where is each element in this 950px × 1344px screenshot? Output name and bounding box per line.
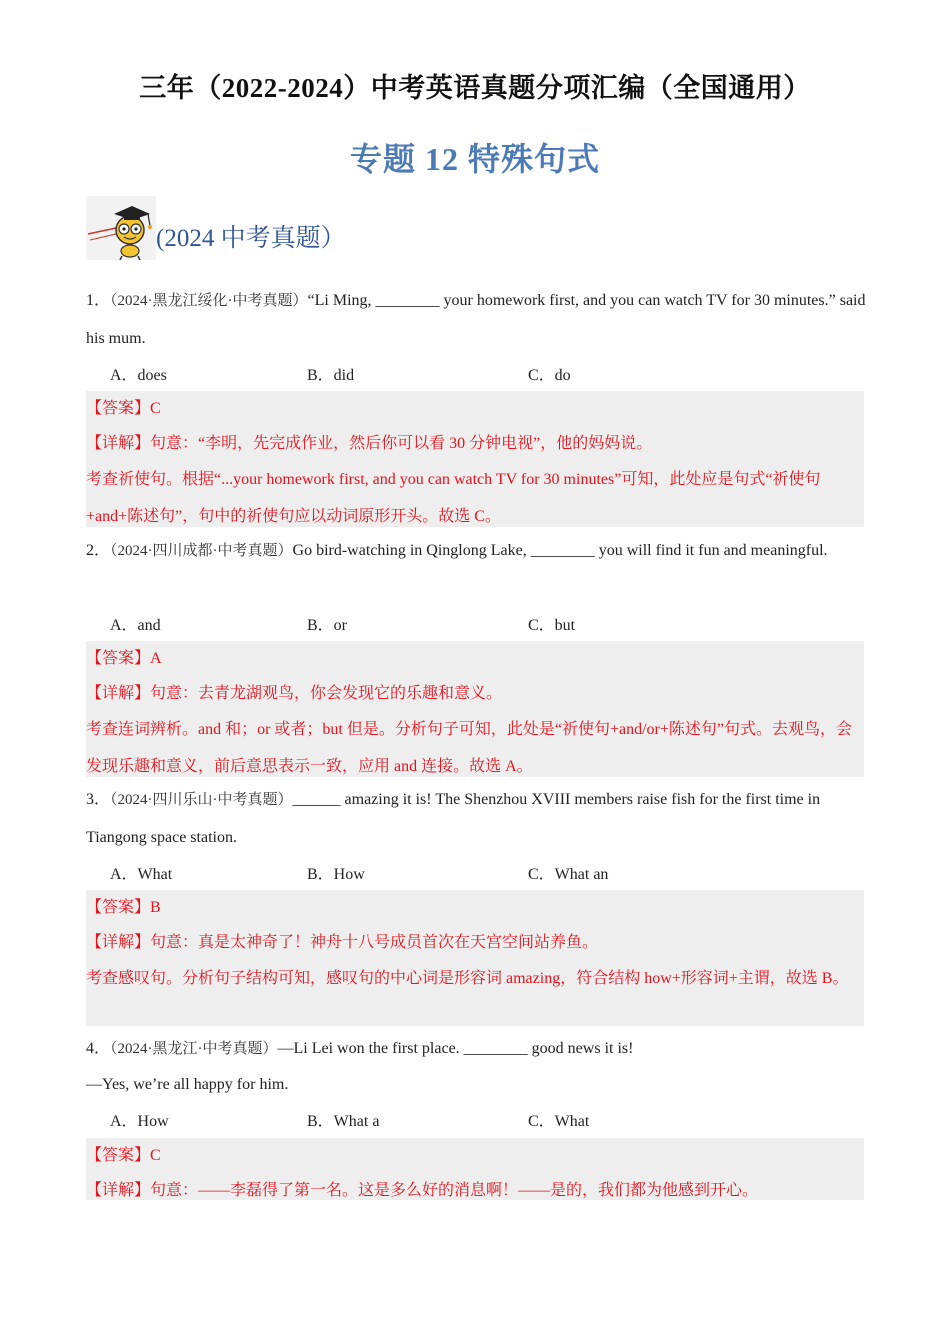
- analysis-text: 考查祈使句。根据“...your homework first, and you can watch TV for 30 minutes”可知，此处应是句式“祈使句+and+陈述句”，句中的祈使句应以动词原形开头。故选 C。: [86, 471, 821, 525]
- question-number: 3．: [86, 791, 111, 808]
- analysis-text: 考查连词辨析。and 和；or 或者；but 但是。分析句子可知，此处是“祈使句+and/or+陈述句”句式。去观鸟，会发现乐趣和意义，前后意思表示一致，应用 and 连接。故选 A。: [86, 721, 853, 775]
- question-3: [86, 781, 866, 856]
- detail-line: 【详解】句意：去青龙湖观鸟，你会发现它的乐趣和意义。: [86, 685, 503, 702]
- option-a: A．does: [110, 367, 167, 384]
- question-source: （2024·黑龙江绥化·中考真题）: [110, 293, 308, 309]
- option-a: A．How: [110, 1113, 169, 1130]
- question-4: [86, 1030, 866, 1103]
- question-stem: “Li Ming, ________ your homework first, and you can watch TV for 30 minutes.” said his mum.: [86, 292, 866, 347]
- question-source: （2024·四川乐山·中考真题）: [110, 792, 293, 808]
- option-c: C．but: [528, 617, 576, 634]
- option-b: B．What a: [307, 1113, 380, 1130]
- question-dialog-reply: —Yes, we’re all happy for him.: [86, 1076, 289, 1093]
- answer-line: 【答案】A: [86, 650, 162, 667]
- analysis-text: 考查感叹句。分析句子结构可知，感叹句的中心词是形容词 amazing，符合结构 how+形容词+主谓，故选 B。: [86, 970, 849, 987]
- option-b: B．or: [307, 617, 348, 634]
- question-source: （2024·黑龙江·中考真题）: [110, 1041, 278, 1057]
- question-number: 1．: [86, 292, 111, 309]
- question-1-options: [110, 362, 810, 392]
- question-3-answer-box: [86, 890, 864, 1026]
- topic-title: 专题 12 特殊句式: [349, 141, 600, 177]
- answer-line: 【答案】B: [86, 899, 161, 916]
- question-2: [86, 532, 866, 570]
- question-4-options: [110, 1108, 810, 1138]
- graduate-mascot-icon: [86, 196, 156, 260]
- option-b: B．How: [307, 866, 365, 883]
- question-source: （2024·四川成都·中考真题）: [110, 543, 293, 559]
- answer-line: 【答案】C: [86, 400, 161, 417]
- question-2-options: [110, 612, 810, 642]
- question-4-answer-box: [86, 1138, 864, 1200]
- question-number: 2．: [86, 542, 111, 559]
- answer-line: 【答案】C: [86, 1147, 161, 1164]
- detail-line: 【详解】句意：真是太神奇了！神舟十八号成员首次在天宫空间站养鱼。: [86, 934, 599, 951]
- question-number: 4．: [86, 1040, 111, 1057]
- option-a: A．and: [110, 617, 161, 634]
- option-c: C．What: [528, 1113, 590, 1130]
- question-2-answer-box: [86, 641, 864, 777]
- question-stem: —Li Lei won the first place. ________ good news it is!: [277, 1040, 634, 1057]
- detail-line: 【详解】句意：——李磊得了第一名。这是多么好的消息啊！——是的，我们都为他感到开心。: [86, 1182, 759, 1199]
- question-stem: Go bird-watching in Qinglong Lake, ________ you will find it fun and meaningful.: [292, 542, 828, 559]
- option-a: A．What: [110, 866, 173, 883]
- section-title: (2024 中考真题）: [156, 225, 346, 252]
- question-1: [86, 282, 866, 357]
- option-b: B．did: [307, 367, 355, 384]
- option-c: C．do: [528, 367, 571, 384]
- question-stem: ______ amazing it is! The Shenzhou XVIII members raise fish for the first time in Tiangong space station.: [86, 791, 821, 846]
- option-c: C．What an: [528, 866, 609, 883]
- question-1-answer-box: [86, 391, 864, 527]
- question-3-options: [110, 861, 810, 891]
- document-title: 三年（2022-2024）中考英语真题分项汇编（全国通用）: [139, 73, 811, 103]
- section-header: [86, 196, 486, 262]
- detail-line: 【详解】句意：“李明，先完成作业，然后你可以看 30 分钟电视”，他的妈妈说。: [86, 435, 653, 452]
